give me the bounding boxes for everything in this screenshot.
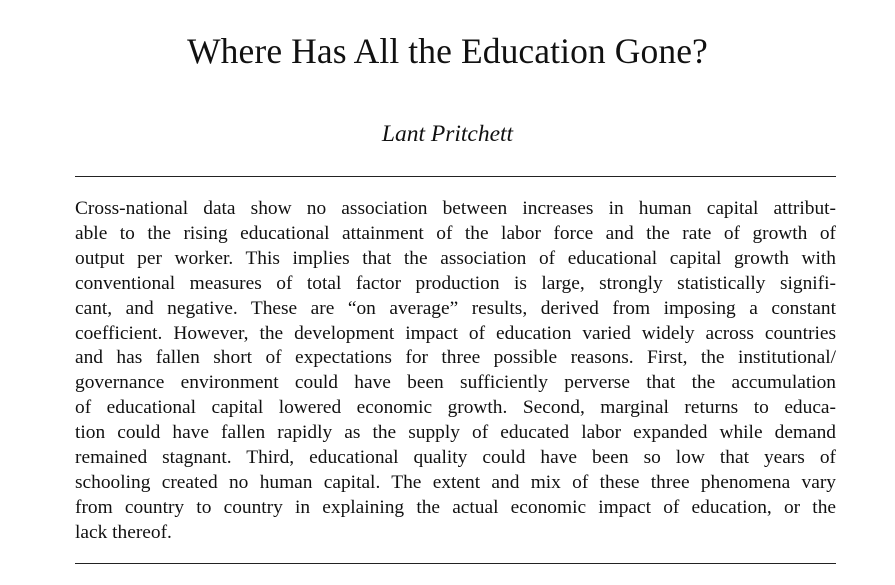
abstract-line: tion could have fallen rapidly as the supply of educated labor expanded while demand xyxy=(75,422,836,444)
abstract-line: output per worker. This implies that the association of educational capital growth with xyxy=(75,247,836,269)
abstract-line: able to the rising educational attainment of the labor force and the rate of growth of xyxy=(75,222,836,244)
top-divider xyxy=(75,176,836,177)
abstract-line: of educational capital lowered economic growth. Second, marginal returns to educa- xyxy=(75,397,836,419)
author-name: Lant Pritchett xyxy=(381,121,514,147)
abstract-line: coefficient. However, the development impact of education varied widely across countries xyxy=(75,322,836,344)
abstract-line: and has fallen short of expectations for three possible reasons. First, the institutional/ xyxy=(75,347,836,369)
abstract xyxy=(75,197,836,546)
abstract-line: lack thereof. xyxy=(75,521,172,543)
paper-title: Where Has All the Education Gone? xyxy=(187,31,708,71)
abstract-line: from country to country in explaining the actual economic impact of education, or the xyxy=(75,496,836,518)
abstract-line: conventional measures of total factor production is large, strongly statistically signifi- xyxy=(75,272,836,294)
abstract-line: cant, and negative. These are “on average” results, derived from imposing a constant xyxy=(75,297,836,319)
bottom-divider xyxy=(75,563,836,564)
abstract-line: remained stagnant. Third, educational quality could have been so low that years of xyxy=(75,447,836,469)
abstract-line: governance environment could have been sufficiently perverse that the accumulation xyxy=(75,372,836,394)
abstract-line: schooling created no human capital. The extent and mix of these three phenomena vary xyxy=(75,471,836,493)
abstract-line: Cross-national data show no association between increases in human capital attribut- xyxy=(75,198,836,219)
